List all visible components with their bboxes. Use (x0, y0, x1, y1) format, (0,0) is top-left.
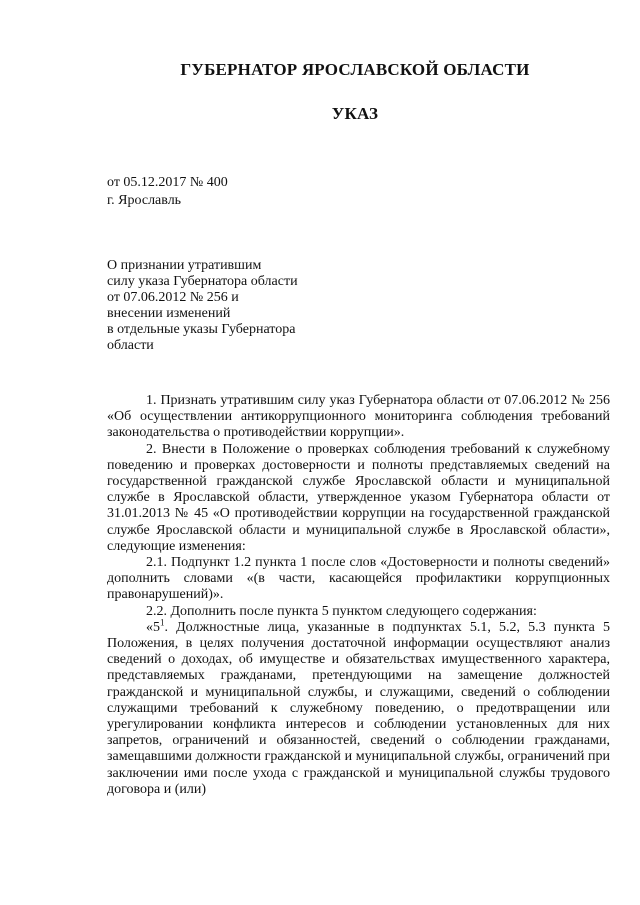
document-body (107, 393, 610, 798)
document-city: г. Ярославль (107, 193, 182, 208)
document-date-number: от 05.12.2017 № 400 (107, 175, 228, 190)
paragraph-5-1 (107, 617, 610, 798)
paragraph-2-2: 2.2. Дополнить после пункта 5 пунктом следующего содержания: (146, 603, 537, 619)
issuing-authority-title: ГУБЕРНАТОР ЯРОСЛАВСКОЙ ОБЛАСТИ (180, 60, 530, 79)
clause-superscript: 1 (160, 617, 165, 628)
subject-line: области (107, 338, 154, 353)
subject-line: О признании утратившим (107, 258, 262, 273)
subject-line: от 07.06.2012 № 256 и (107, 290, 239, 305)
paragraph-2: 2. Внести в Положение о проверках соблюдения требований к служебному поведению и проверках достоверности и полноты представляемых сведений на государственной гражданской службе Ярославской области и муниципальной службе в Ярославской области, утвержденное указом Губернатора области от 31.01.2013 № 45 «О противодействии коррупции на государственной гражданской службе Ярославской области и муниципальной службе в Ярославской области», следующие изменения: (107, 441, 610, 554)
clause-text: . Должностные лица, указанные в подпунктах 5.1, 5.2, 5.3 пункта 5 Положения, в целях получения достаточной информации осуществляют анализ сведений о доходах, об имуществе и обязательствах имущественного характера, представляемых гражданами, претендующими на замещение должностей гражданской и муниципальной службы, и служащими, сведений о соблюдении служащими требований к служебному поведению, о предотвращении или урегулировании конфликта интересов и соблюдении установленных для них запретов, ограничений и обязанностей, сведений о соблюдении гражданами, замещавшими должности гражданской и муниципальной службы, ограничений при заключении ими после ухода с гражданской и муниципальной службы трудового договора и (или) (107, 619, 610, 797)
subject-line: силу указа Губернатора области (107, 274, 298, 289)
document-type-title: УКАЗ (331, 104, 379, 123)
subject-line: внесении изменений (107, 306, 231, 321)
document-subject (107, 258, 367, 354)
paragraph-1: 1. Признать утратившим силу указ Губернатора области от 07.06.2012 № 256 «Об осуществлении антикоррупционного мониторинга соблюдения требований законодательства о противодействии коррупции». (107, 393, 610, 441)
subject-line: в отдельные указы Губернатора (107, 322, 296, 337)
clause-number: «5 (146, 619, 160, 635)
paragraph-2-1: 2.1. Подпункт 1.2 пункта 1 после слов «Достоверности и полноты сведений» дополнить словами «(в части, касающейся профилактики коррупционных правонарушений)». (107, 555, 610, 603)
